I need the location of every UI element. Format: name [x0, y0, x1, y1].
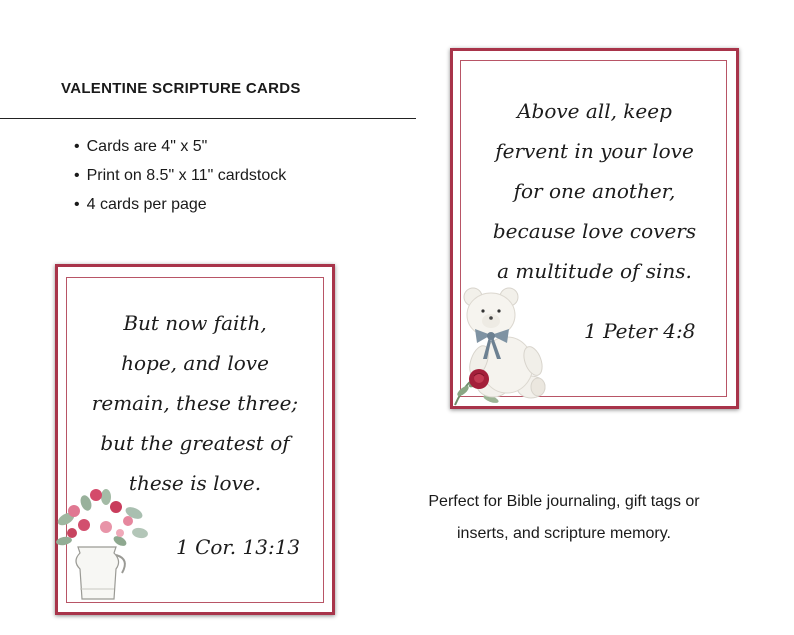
verse-line: hope, and love: [121, 351, 269, 375]
card-verse: [453, 91, 736, 291]
verse-line: Above all, keep: [517, 99, 672, 123]
verse-line: but the greatest of: [100, 431, 290, 455]
feature-item: • 4 cards per page: [74, 194, 286, 223]
scripture-card-peter: [450, 48, 739, 409]
teddy-bear-illustration: [453, 287, 557, 407]
tagline-line: Perfect for Bible journaling, gift tags or: [428, 493, 700, 510]
verse-line: these is love.: [128, 471, 262, 495]
card-reference: 1 Cor. 13:13: [176, 535, 301, 559]
tagline-line: inserts, and scripture memory.: [457, 525, 671, 542]
card-verse: [58, 303, 332, 503]
tagline: [384, 486, 744, 550]
verse-line: for one another,: [513, 179, 676, 203]
verse-line: But now faith,: [123, 311, 267, 335]
flower-vase-illustration: [56, 489, 152, 601]
feature-item: • Cards are 4" x 5": [74, 136, 286, 165]
verse-line: remain, these three;: [91, 391, 299, 415]
feature-list: [74, 136, 286, 223]
verse-line: fervent in your love: [495, 139, 694, 163]
scripture-card-corinthians: [55, 264, 335, 615]
verse-line: a multitude of sins.: [497, 259, 692, 283]
card-reference: 1 Peter 4:8: [584, 319, 696, 343]
title-divider: [0, 118, 416, 119]
page-title: VALENTINE SCRIPTURE CARDS: [61, 80, 301, 97]
feature-item: • Print on 8.5" x 11" cardstock: [74, 165, 286, 194]
verse-line: because love covers: [492, 219, 697, 243]
